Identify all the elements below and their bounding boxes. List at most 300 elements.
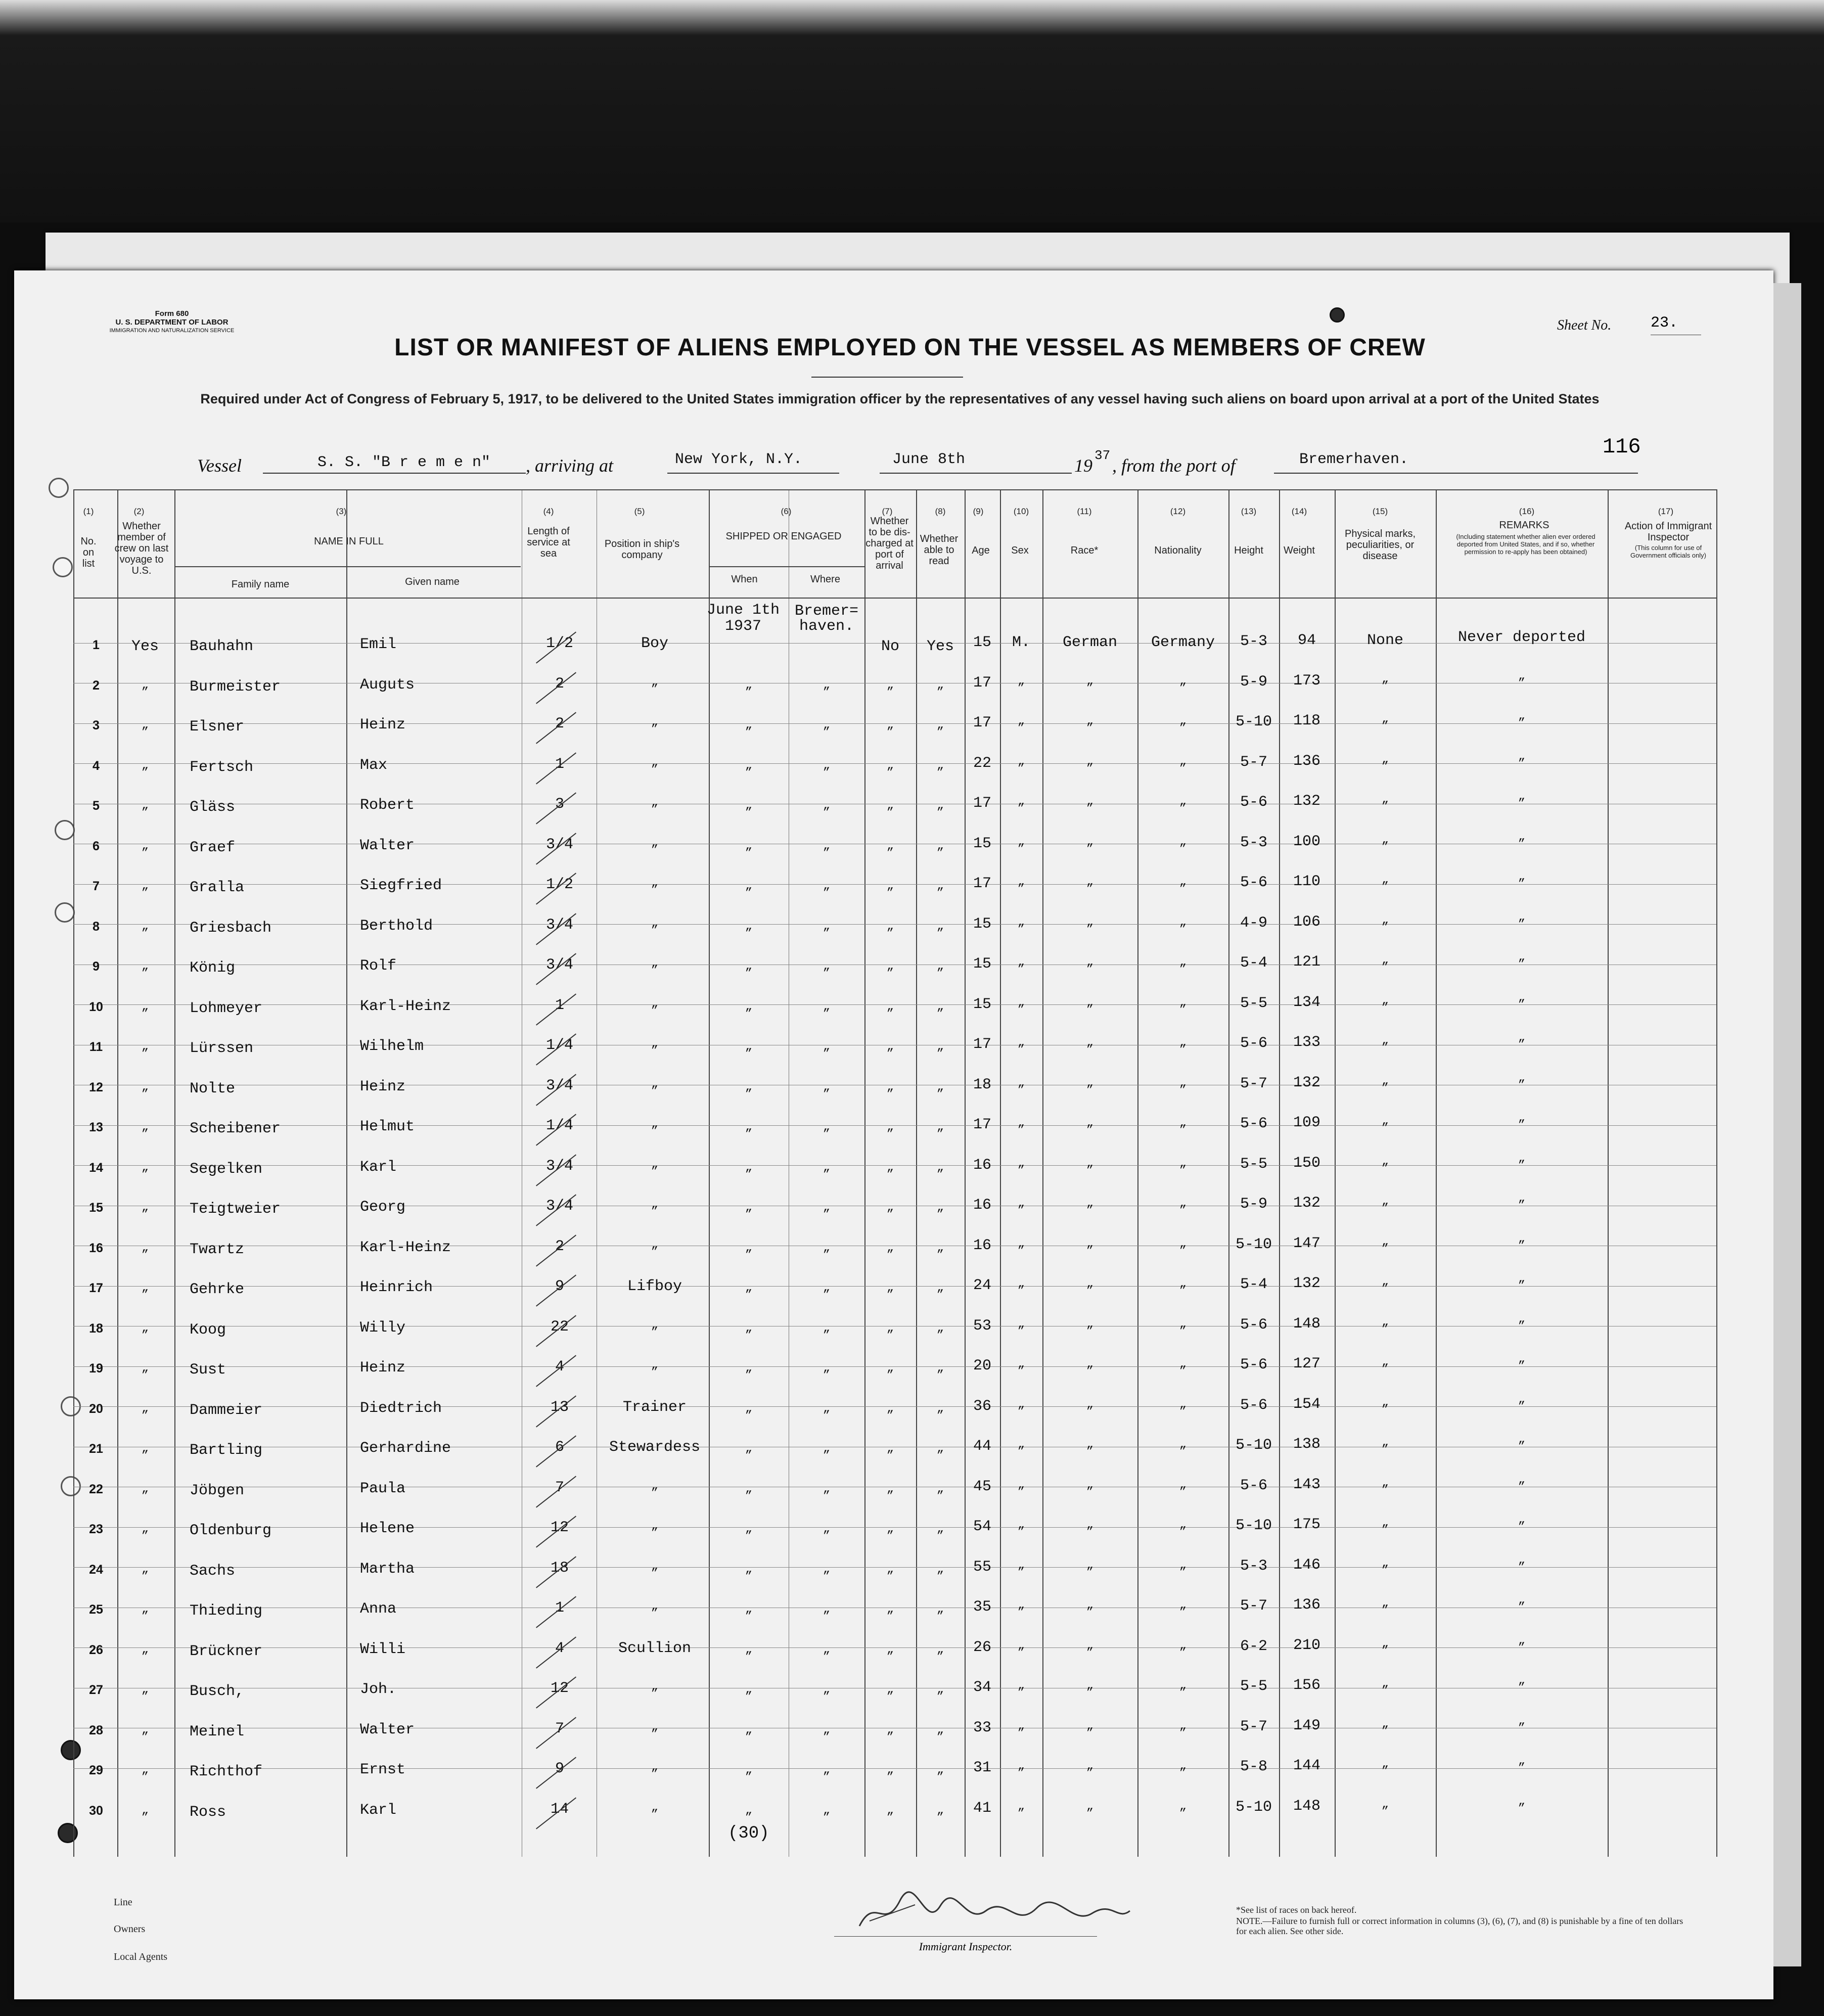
shipped-when: „	[745, 1361, 753, 1375]
length-of-service: 4	[555, 1640, 564, 1657]
ship-position: Lifboy	[627, 1278, 682, 1295]
page-title: LIST OR MANIFEST OF ALIENS EMPLOYED ON THE VESSEL AS MEMBERS OF CREW	[394, 334, 1426, 361]
shipped-when: „	[745, 1602, 753, 1616]
to-be-discharged: „	[886, 839, 894, 853]
remarks: „	[1518, 1795, 1526, 1808]
member-last-voyage: „	[141, 799, 149, 812]
age: 15	[973, 634, 991, 651]
race: „	[1086, 1197, 1094, 1210]
family-name: Bauhahn	[190, 638, 254, 655]
age: 15	[973, 915, 991, 933]
header-physical-marks: Physical marks, peculiarities, or disease	[1344, 528, 1416, 562]
height: 6-2	[1240, 1638, 1267, 1655]
race: German	[1062, 634, 1118, 651]
physical-marks: „	[1381, 913, 1389, 927]
ship-position: „	[651, 1358, 659, 1372]
punch-hole	[58, 1823, 78, 1843]
to-be-discharged: „	[886, 1563, 894, 1576]
given-name: Anna	[360, 1600, 397, 1618]
able-to-read: „	[936, 678, 944, 692]
form-identifier	[81, 309, 263, 335]
able-to-read: „	[936, 920, 944, 933]
nationality: „	[1179, 1237, 1187, 1251]
race: „	[1086, 1559, 1094, 1572]
shipped-when: „	[745, 1763, 753, 1777]
weight: 132	[1293, 1195, 1320, 1212]
weight: 154	[1293, 1396, 1320, 1413]
length-of-service: 2	[555, 715, 564, 732]
remarks: „	[1518, 1714, 1526, 1728]
physical-marks: „	[1381, 1476, 1389, 1490]
race: „	[1086, 915, 1094, 929]
given-name: Heinz	[360, 716, 406, 734]
ship-position: „	[651, 1077, 659, 1091]
shipped-where: „	[823, 1281, 831, 1295]
shipped-when: „	[745, 1723, 753, 1737]
header-shipped-or-engaged: SHIPPED OR ENGAGED	[725, 531, 842, 542]
height: 5-6	[1240, 874, 1267, 891]
family-name: Richthof	[190, 1763, 263, 1780]
length-of-service: 1/2	[545, 635, 573, 652]
header-action-note: (This column for use of Government officials only)	[1630, 544, 1707, 559]
header-position: Position in ship's company	[604, 538, 680, 561]
given-name: Georg	[360, 1199, 406, 1216]
header-where: Where	[810, 574, 840, 585]
punch-hole	[49, 478, 69, 498]
physical-marks: „	[1381, 1155, 1389, 1168]
col-number: (11)	[1077, 507, 1092, 516]
shipped-where: „	[823, 759, 831, 772]
height: 5-8	[1240, 1758, 1267, 1775]
race: „	[1086, 875, 1094, 889]
sex: „	[1017, 1800, 1025, 1813]
age: 53	[973, 1317, 991, 1335]
sex: „	[1017, 1598, 1025, 1612]
shipped-when: „	[745, 1000, 753, 1014]
able-to-read: „	[936, 1683, 944, 1697]
header-action-of-inspector: Action of Immigrant Inspector	[1624, 521, 1712, 543]
row-number: 25	[89, 1602, 103, 1617]
to-be-discharged: „	[886, 799, 894, 812]
family-name: Fertsch	[190, 759, 254, 776]
form-number: Form 680	[155, 309, 189, 318]
to-be-discharged: „	[886, 1281, 894, 1295]
nationality: „	[1179, 1639, 1187, 1653]
arriving-underline	[667, 473, 839, 474]
able-to-read: „	[936, 718, 944, 732]
family-name: Lürssen	[190, 1040, 254, 1057]
given-name: Rolf	[360, 957, 397, 975]
ship-position: Trainer	[622, 1399, 687, 1416]
shipped-where-line1: Bremer=	[794, 603, 859, 620]
remarks: „	[1518, 1433, 1526, 1446]
row-number: 26	[89, 1643, 103, 1657]
race: „	[1086, 835, 1094, 849]
member-last-voyage: „	[141, 1161, 149, 1174]
height: 5-10	[1235, 1799, 1272, 1816]
to-be-discharged: „	[886, 959, 894, 973]
shipped-when: „	[745, 1080, 753, 1094]
height: 5-5	[1240, 1678, 1267, 1695]
ship-position: „	[651, 876, 659, 890]
member-last-voyage: „	[141, 839, 149, 853]
given-name: Walter	[360, 837, 415, 854]
height: 5-7	[1240, 754, 1267, 771]
shipped-when: „	[745, 1442, 753, 1455]
race: „	[1086, 955, 1094, 969]
member-last-voyage: Yes	[131, 638, 159, 655]
family-name: Oldenburg	[190, 1522, 272, 1539]
length-of-service: 3	[555, 796, 564, 813]
ship-position: „	[651, 1037, 659, 1050]
row-number: 9	[93, 959, 100, 974]
header-height: Height	[1234, 545, 1263, 556]
shipped-where: „	[823, 1361, 831, 1375]
arriving-label: , arriving at	[526, 455, 614, 476]
age: 55	[973, 1559, 991, 1576]
remarks: „	[1518, 669, 1526, 683]
remarks: „	[1518, 1674, 1526, 1687]
date-underline	[880, 473, 1072, 474]
age: 36	[973, 1398, 991, 1415]
nationality: „	[1179, 1317, 1187, 1331]
remarks: „	[1518, 1312, 1526, 1326]
header-when: When	[731, 574, 758, 585]
height: 5-10	[1235, 1236, 1272, 1253]
length-of-service: 3/4	[545, 1077, 573, 1094]
member-last-voyage: „	[141, 1402, 149, 1415]
member-last-voyage: „	[141, 1120, 149, 1134]
member-last-voyage: „	[141, 1643, 149, 1657]
nationality: „	[1179, 996, 1187, 1010]
manifest-number: 116	[1603, 435, 1641, 459]
physical-marks: „	[1381, 1235, 1389, 1249]
given-name: Karl-Heinz	[360, 998, 451, 1015]
row-number: 22	[89, 1482, 103, 1496]
age: 16	[973, 1197, 991, 1214]
physical-marks: „	[1381, 1596, 1389, 1610]
to-be-discharged: „	[886, 1804, 894, 1817]
shipped-when: „	[745, 1241, 753, 1255]
shipped-where: „	[823, 1120, 831, 1134]
age: 33	[973, 1719, 991, 1736]
weight: 146	[1293, 1556, 1320, 1574]
member-last-voyage: „	[141, 1442, 149, 1455]
physical-marks: „	[1381, 1677, 1389, 1690]
remarks: „	[1518, 1071, 1526, 1085]
member-last-voyage: „	[141, 1723, 149, 1737]
ship-position: „	[651, 997, 659, 1011]
shipped-when: „	[745, 1804, 753, 1817]
shipped-where: „	[823, 1602, 831, 1616]
remarks: „	[1518, 790, 1526, 803]
sheet-edge	[1773, 283, 1801, 1966]
weight: 147	[1293, 1235, 1320, 1252]
remarks: „	[1518, 950, 1526, 964]
given-name: Siegfried	[360, 877, 442, 894]
family-name: Koog	[190, 1321, 226, 1339]
age: 54	[973, 1518, 991, 1535]
row-number: 13	[89, 1120, 103, 1134]
weight: 132	[1293, 793, 1320, 810]
to-be-discharged: „	[886, 759, 894, 772]
age: 17	[973, 1036, 991, 1053]
remarks: „	[1518, 1634, 1526, 1647]
physical-marks: „	[1381, 753, 1389, 766]
row-number: 14	[89, 1161, 103, 1175]
nationality: „	[1179, 674, 1187, 688]
sex: „	[1017, 1398, 1025, 1411]
ship-position: „	[651, 1560, 659, 1573]
nationality: Germany	[1151, 634, 1215, 651]
family-name: Gläss	[190, 799, 236, 816]
race: „	[1086, 1036, 1094, 1049]
member-last-voyage: „	[141, 1683, 149, 1697]
ship-position: „	[651, 1760, 659, 1774]
given-name: Heinz	[360, 1078, 406, 1095]
family-name: Gralla	[190, 879, 245, 896]
to-be-discharged: „	[886, 1602, 894, 1616]
given-name: Heinrich	[360, 1279, 433, 1296]
ship-position: „	[651, 675, 659, 689]
height: 5-5	[1240, 1156, 1267, 1173]
shipped-where: „	[823, 839, 831, 853]
age: 31	[973, 1759, 991, 1776]
physical-marks: „	[1381, 994, 1389, 1007]
sex: „	[1017, 1157, 1025, 1170]
physical-marks: „	[1381, 833, 1389, 847]
from-port-label: , from the port of	[1112, 455, 1236, 476]
weight: 132	[1293, 1074, 1320, 1091]
family-name: Thieding	[190, 1602, 263, 1620]
age: 18	[973, 1076, 991, 1093]
physical-marks: None	[1366, 632, 1403, 649]
age: 15	[973, 996, 991, 1013]
row-number: 20	[89, 1402, 103, 1416]
remarks: „	[1518, 1754, 1526, 1768]
col-number: (4)	[543, 507, 554, 516]
nationality: „	[1179, 1800, 1187, 1813]
family-name: Lohmeyer	[190, 1000, 263, 1017]
to-be-discharged: No	[881, 638, 899, 655]
ship-position: Scullion	[618, 1640, 692, 1657]
shipped-where: „	[823, 1723, 831, 1737]
sex: „	[1017, 755, 1025, 768]
header-remarks: REMARKS	[1499, 520, 1549, 531]
sex: „	[1017, 875, 1025, 889]
punch-hole	[53, 557, 73, 577]
remarks: „	[1518, 750, 1526, 763]
header-name-in-full: NAME IN FULL	[314, 536, 384, 547]
family-name: Busch,	[190, 1683, 245, 1700]
nationality: „	[1179, 1277, 1187, 1291]
row-number: 4	[93, 759, 100, 773]
shipped-where: „	[823, 1643, 831, 1657]
member-last-voyage: „	[141, 1241, 149, 1255]
department: U. S. DEPARTMENT OF LABOR	[115, 318, 229, 327]
able-to-read: „	[936, 1201, 944, 1214]
remarks: „	[1518, 1031, 1526, 1044]
ship-position: „	[651, 1198, 659, 1211]
nationality: „	[1179, 1478, 1187, 1492]
height: 5-3	[1240, 834, 1267, 851]
remarks: „	[1518, 910, 1526, 924]
col-number: (13)	[1241, 507, 1257, 516]
weight: 210	[1293, 1637, 1320, 1654]
sex: „	[1017, 915, 1025, 929]
family-name: Elsner	[190, 718, 245, 736]
shipped-where: „	[823, 1683, 831, 1697]
age: 17	[973, 674, 991, 692]
able-to-read: „	[936, 879, 944, 893]
shipped-when: „	[745, 678, 753, 692]
physical-marks: „	[1381, 1556, 1389, 1570]
col-number: (17)	[1658, 507, 1674, 516]
shipped-where: „	[823, 1201, 831, 1214]
to-be-discharged: „	[886, 1723, 894, 1737]
given-name: Heinz	[360, 1359, 406, 1377]
length-of-service: 2	[555, 675, 564, 693]
length-of-service: 3/4	[545, 1158, 573, 1175]
header-age: Age	[972, 545, 990, 556]
able-to-read: „	[936, 1763, 944, 1777]
sex: „	[1017, 674, 1025, 688]
row-number: 12	[89, 1080, 103, 1094]
length-of-service: 3/4	[545, 917, 573, 934]
age: 16	[973, 1157, 991, 1174]
inspector-signature	[854, 1891, 1137, 1936]
remarks: „	[1518, 1473, 1526, 1487]
shipped-when: „	[745, 759, 753, 772]
length-of-service: 13	[550, 1399, 569, 1416]
family-name: Teigtweier	[190, 1201, 281, 1218]
shipped-where: „	[823, 920, 831, 933]
nationality: „	[1179, 1116, 1187, 1130]
shipped-where: „	[823, 1241, 831, 1255]
length-of-service: 3/4	[545, 1198, 573, 1215]
shipped-when-line1: June 1th	[706, 602, 780, 619]
physical-marks: „	[1381, 1275, 1389, 1289]
race: „	[1086, 1357, 1094, 1371]
to-be-discharged: „	[886, 1522, 894, 1536]
to-be-discharged: „	[886, 920, 894, 933]
weight: 136	[1293, 753, 1320, 770]
age: 41	[973, 1800, 991, 1817]
member-last-voyage: „	[141, 718, 149, 732]
member-last-voyage: „	[141, 1602, 149, 1616]
row-number: 1	[93, 638, 100, 652]
port-underline	[1274, 473, 1638, 474]
race: „	[1086, 674, 1094, 688]
col-number: (12)	[1170, 507, 1186, 516]
race: „	[1086, 1800, 1094, 1813]
sex: „	[1017, 1518, 1025, 1532]
able-to-read: „	[936, 959, 944, 973]
length-of-service: 22	[550, 1318, 569, 1336]
weight: 148	[1293, 1315, 1320, 1333]
remarks: Never deported	[1457, 629, 1586, 646]
weight: 143	[1293, 1476, 1320, 1493]
able-to-read: „	[936, 1120, 944, 1134]
nationality: „	[1179, 714, 1187, 728]
age: 17	[973, 795, 991, 812]
member-last-voyage: „	[141, 879, 149, 893]
shipped-when: „	[745, 959, 753, 973]
ship-position: „	[651, 1680, 659, 1693]
able-to-read: „	[936, 1000, 944, 1014]
shipped-when: „	[745, 1201, 753, 1214]
nationality: „	[1179, 915, 1187, 929]
length-of-service: 4	[555, 1358, 564, 1376]
length-of-service: 9	[555, 1760, 564, 1777]
height: 5-3	[1240, 1557, 1267, 1575]
nationality: „	[1179, 1357, 1187, 1371]
sex: „	[1017, 1197, 1025, 1210]
weight: 132	[1293, 1275, 1320, 1292]
given-name: Willy	[360, 1319, 406, 1337]
shipped-when: „	[745, 718, 753, 732]
able-to-read: „	[936, 1402, 944, 1415]
header-weight: Weight	[1284, 545, 1315, 556]
given-name: Karl	[360, 1802, 397, 1819]
sex: „	[1017, 714, 1025, 728]
physical-marks: „	[1381, 1798, 1389, 1811]
weight: 133	[1293, 1034, 1320, 1051]
weight: 94	[1297, 632, 1316, 649]
height: 5-6	[1240, 1035, 1267, 1052]
year-prefix: 19	[1074, 455, 1092, 476]
sex: „	[1017, 1559, 1025, 1572]
height: 5-9	[1240, 673, 1267, 691]
header-remarks-note: (Including statement whether alien ever ordered deported from United States, and if so, whether permission to re-apply has been obtained)	[1456, 533, 1595, 556]
age: 35	[973, 1598, 991, 1616]
row-number: 11	[89, 1040, 103, 1054]
length-of-service: 6	[555, 1439, 564, 1456]
header-discharged: Whether to be dis-charged at port of arrival	[865, 516, 914, 571]
nationality: „	[1179, 1719, 1187, 1733]
remarks: „	[1518, 1111, 1526, 1125]
to-be-discharged: „	[886, 718, 894, 732]
age: 15	[973, 955, 991, 973]
family-name: Scheibener	[190, 1120, 281, 1137]
family-name: Nolte	[190, 1080, 236, 1097]
remarks: „	[1518, 870, 1526, 884]
col-number: (16)	[1519, 507, 1535, 516]
able-to-read: „	[936, 1522, 944, 1536]
able-to-read: „	[936, 1723, 944, 1737]
ship-position: „	[651, 1519, 659, 1533]
shipped-where: „	[823, 799, 831, 812]
ship-position: „	[651, 1801, 659, 1814]
row-number: 24	[89, 1563, 103, 1577]
to-be-discharged: „	[886, 1000, 894, 1014]
physical-marks: „	[1381, 1637, 1389, 1651]
shipped-where: „	[823, 718, 831, 732]
length-of-service: 7	[555, 1479, 564, 1496]
member-last-voyage: „	[141, 959, 149, 973]
age: 20	[973, 1357, 991, 1374]
able-to-read: „	[936, 1040, 944, 1053]
race: „	[1086, 1759, 1094, 1773]
length-of-service: 1	[555, 997, 564, 1014]
length-of-service: 1	[555, 756, 564, 773]
sheet-number: 23.	[1651, 314, 1678, 332]
shipped-when: „	[745, 1281, 753, 1295]
sex: „	[1017, 1076, 1025, 1090]
able-to-read: „	[936, 1321, 944, 1335]
family-name: Sust	[190, 1361, 226, 1379]
length-of-service: 7	[555, 1720, 564, 1737]
